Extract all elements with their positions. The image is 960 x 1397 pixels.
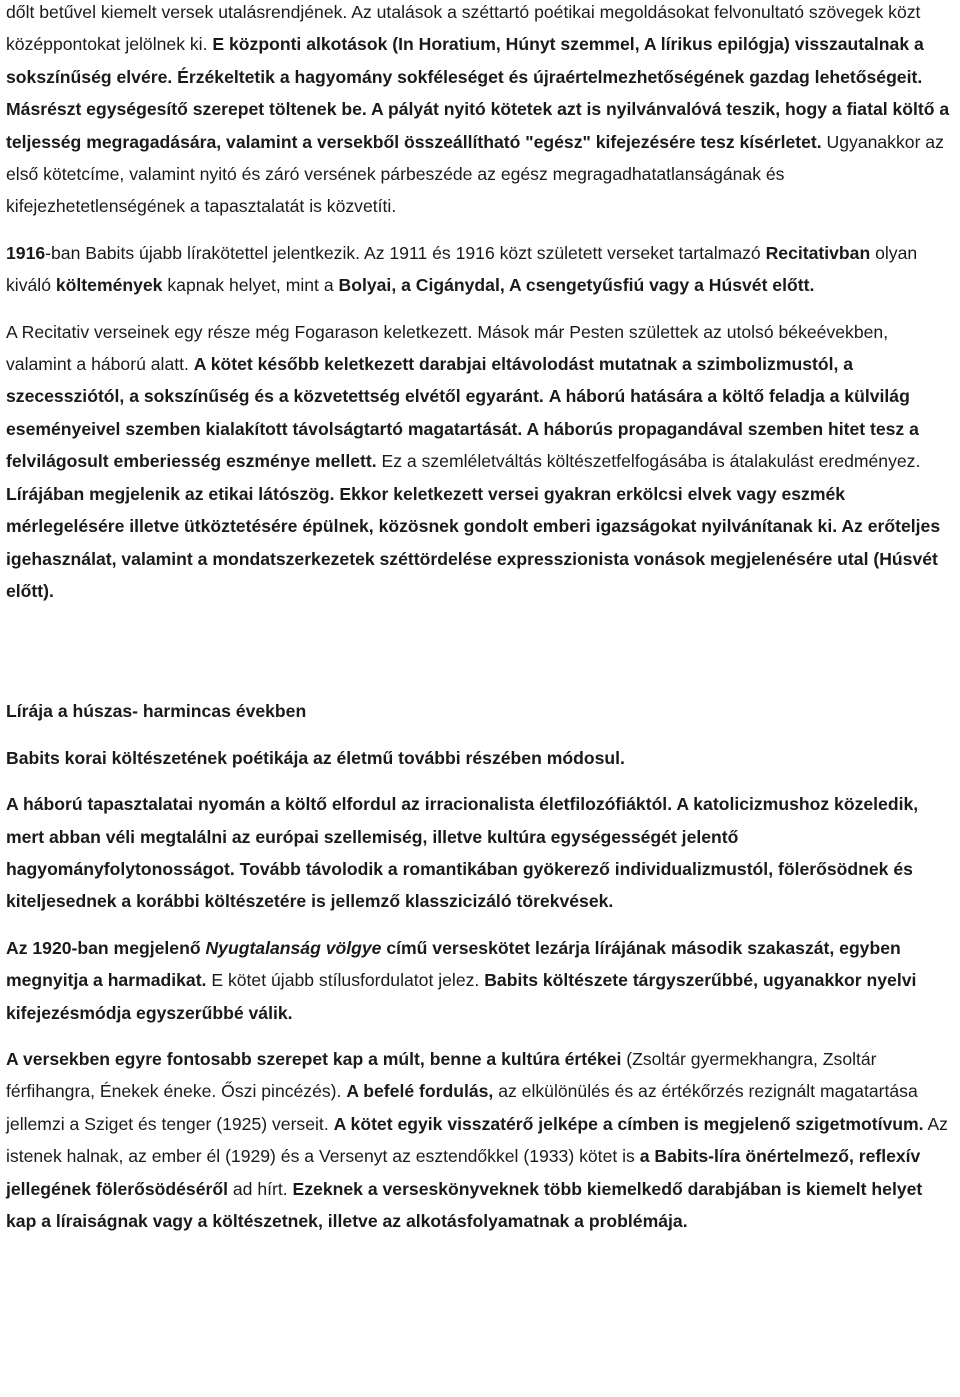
text-run: az elkülönülés és az értékőrzés rezignált magatartása jellemzi a Sziget és tenger (1925) verseit. — [6, 1081, 918, 1134]
text-run: E kötet újabb stílusfordulatot jelez. — [206, 970, 485, 991]
paragraph-intro — [6, 0, 954, 223]
text-run: a Babits-líra önértelmező, reflexív jellegének fölerősödéséről — [6, 1146, 921, 1199]
paragraph-mult — [6, 1043, 954, 1237]
text-run: A befelé fordulás, — [346, 1081, 494, 1102]
text-run: Lírájában megjelenik az etikai látószög. Ekkor keletkezett versei gyakran erkölcsi elvek vagy eszmék mérlegelésére illetve ütköztetésére épülnek, közösnek gondolt emberi igazságokat nyilvánítanak ki. Az erőteljes igehasználat, valamint a mondatszerkezetek széttördelése expresszionista vonások megjelenésére utal (Húsvét előtt). — [6, 483, 941, 601]
text-run: ad hírt. — [227, 1178, 293, 1199]
text-run: Ez a szemléletváltás költészetfelfogásába is átalakulást eredményez. — [376, 451, 921, 472]
text-run: Bolyai, a Cigánydal, A csengetyűsfiú vagy a Húsvét előtt. — [338, 275, 815, 296]
section-heading — [6, 695, 954, 727]
paragraph-fogaras — [6, 316, 954, 608]
text-run: A háború tapasztalatai nyomán a költő elfordul az irracionalista életfilozófiáktól. A katolicizmushoz közeledik, mert abban véli megtalálni az európai szellemiség, illetve kultúra egységességét jelentő hagyományfolytonosságot. Tovább távolodik a romantikában gyökerező individualizmustól, fölerősödnek és kiteljesednek a korábbi költészetére is jellemző klasszicizáló törekvések. — [6, 794, 919, 912]
text-run: költemények — [55, 275, 163, 296]
text-run: A Recitativ verseinek egy része még Fogarason keletkezett. Mások már Pesten születtek az utolsó békeévekben, valamint a háború alatt. — [6, 321, 889, 375]
text-run: (Zsoltár gyermekhangra, Zsoltár férfihangra, Énekek éneke. Őszi pincézés). — [6, 1048, 877, 1102]
text-run: Lírája a húszas- harmincas években — [6, 701, 307, 722]
paragraph-nyugtalansag — [6, 932, 954, 1029]
text-run: -ban Babits újabb lírakötettel jelentkezik. — [45, 242, 361, 263]
text-run: A kötet később keletkezett darabjai eltávolodást mutatnak a szimbolizmustól, a szecessziótól, a sokszínűség és a közvetettség elvétől egyaránt. — [6, 354, 854, 407]
paragraph-haboru — [6, 788, 954, 918]
text-run: A versekben egyre fontosabb szerepet kap a múlt, benne a kultúra értékei — [6, 1048, 622, 1069]
text-run: Ugyanakkor az első kötetcíme, valamint nyitó és záró versének párbeszéde az egész megragadhatatlanságának és kifejezhetetlenségének a tapasztalatát is közvetíti. — [6, 131, 944, 217]
text-run: Az 1920-ban megjelenő — [6, 937, 206, 958]
text-run: A kötet egyik visszatérő jelképe a címben is megjelenő szigetmotívum. — [333, 1113, 924, 1134]
text-run: Nyugtalanság völgye — [205, 937, 382, 958]
text-run: 1916 — [6, 242, 46, 263]
text-run: Recitativban — [765, 242, 871, 263]
text-run: Ezeknek a verseskönyveknek több kiemelkedő darabjában is kiemelt helyet kap a líraiságnak vagy a költészetnek, illetve az alkotásfolyamatnak a problémája. — [6, 1178, 923, 1231]
text-run: A háború hatására a költő feladja a külvilág eseményeivel szemben kialakított távolságtartó magatartását. A háborús propagandával szemben hitet tesz a felvilágosult emberiesség eszménye mellett. — [6, 386, 919, 472]
text-run: Az istenek halnak, az ember él (1929) és a Versenyt az esztendőkkel (1933) kötet is — [6, 1113, 948, 1167]
paragraph-recitativ — [6, 237, 954, 302]
text-run: Az 1911 és 1916 közt született verseket tartalmazó — [360, 242, 766, 263]
text-run: E központi alkotások (In Horatium, Húnyt szemmel, A lírikus epilógja) visszautalnak a sokszínűség elvére. Érzékeltetik a hagyomány sokféleséget és újraértelmezhetőségének gazdag lehetőségeit. Másrészt egységesítő szerepet töltenek be. A pályát nyitó kötetek azt is nyilvánvalóvá teszik, hogy a fiatal költő a teljesség megragadására, valamint a versekből összeállítható "egész" kifejezésére tesz kísérletet. — [6, 34, 950, 152]
text-run: dőlt betűvel kiemelt versek utalásrendjének. Az utalások a széttartó poétikai megoldásokat felvonultató szövegek közt középpontokat jelölnek ki. — [6, 2, 921, 55]
text-run: című verseskötet lezárja lírájának második szakaszát, egyben megnyitja a harmadikat. — [6, 937, 901, 991]
text-run: Babits korai költészetének poétikája az életmű további részében módosul. — [6, 747, 625, 768]
paragraph-korai — [6, 742, 954, 774]
text-run: kapnak helyet, mint a — [162, 275, 339, 296]
text-run: olyan kiváló — [6, 242, 918, 296]
text-run: Babits költészete tárgyszerűbbé, ugyanakkor nyelvi kifejezésmódja egyszerűbbé válik. — [6, 970, 917, 1023]
